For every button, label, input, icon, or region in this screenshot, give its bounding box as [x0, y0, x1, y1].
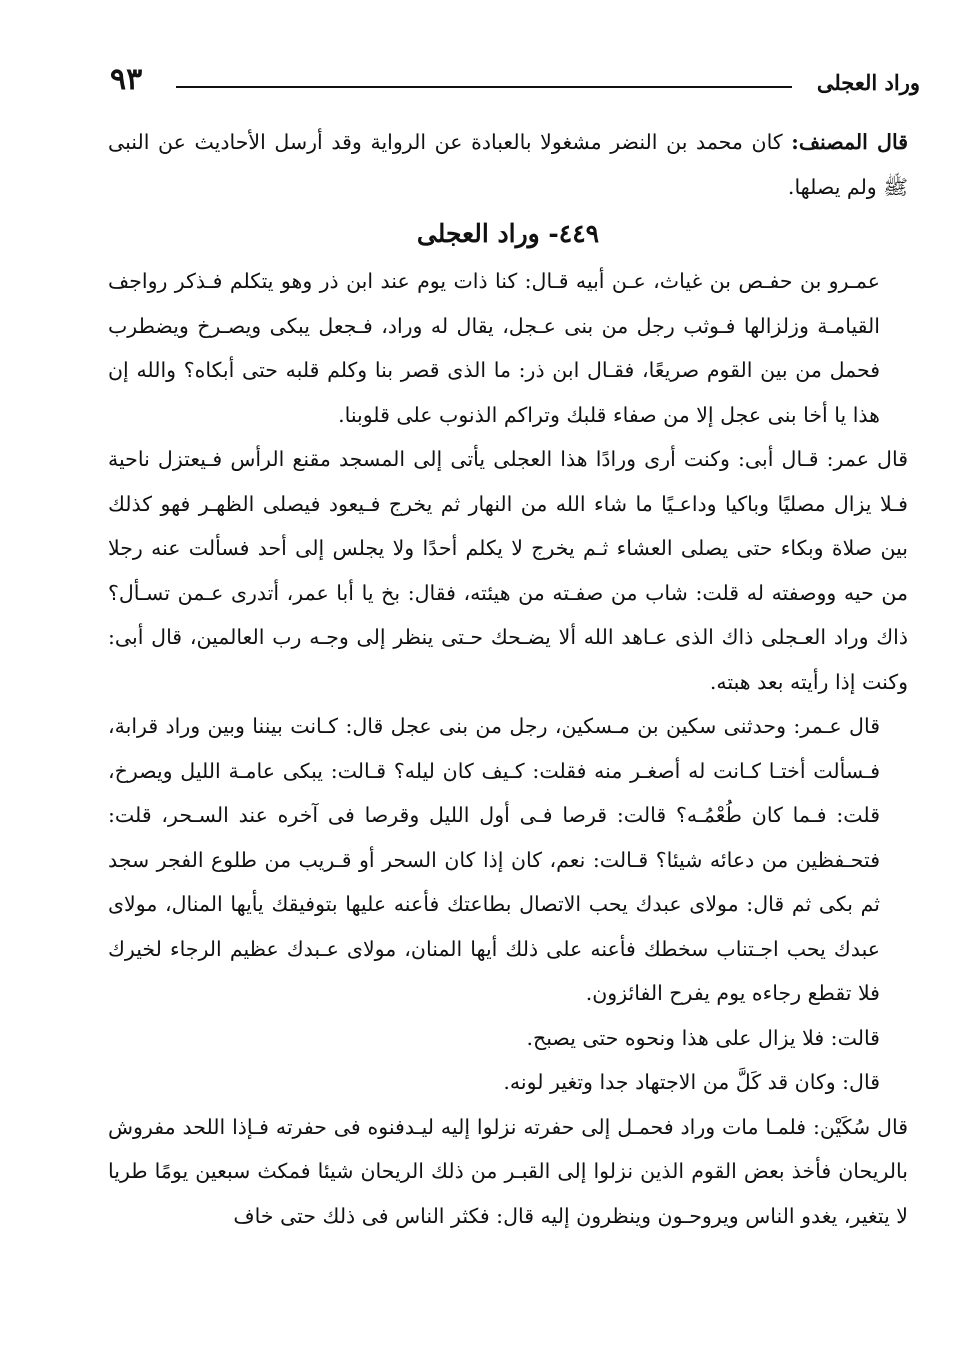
intro-text: كان محمد بن النضر مشغولا بالعبادة عن الرواية وقد أرسل الأحاديث عن النبى ﷺ ولم يصلها. — [108, 130, 908, 199]
paragraph-2: قال عمر: قـال أبى: وكنت أرى ورادًا هذا العجلى يأتى إلى المسجد مقنع الرأس فـيعتزل ناحية فـلا يزال مصليًا وباكيا وداعـيًا ما شاء الله من النهار ثم يخرج فـيعود فيصلى الظهـر فهو كذلك بين صلاة وبكاء حتى يصلى العشاء ثـم يخرج لا يكلم أحدًا ولا يجلس إلى أحد فسألت عنه رجلا من حيه ووصفته له قلت: شاب من صفـته من هيئته، فقال: بخ يا أبا عمر، أتدرى عـمن تسـأل؟ ذاك وراد العـجلى ذاك الذى عـاهد الله ألا يضـحك حـتى ينظر إلى وجـه رب العالمين، قال أبى: وكنت إذا رأيته بعد هبته. — [108, 447, 908, 694]
paragraph-5: قال: وكان قد كَلَّ من الاجتهاد جدا وتغير لونه. — [503, 1070, 880, 1094]
intro-lead: قال المصنف: — [791, 130, 908, 154]
header-rule — [176, 86, 792, 88]
paragraph-1: عمـرو بن حفـص بن غياث، عـن أبيه قـال: كنا ذات يوم عند ابن ذر وهو يتكلم فـذكر رواجف القيامـة وزلزالها فـوثب رجل من بنى عـجل، يقال له وراد، فـجعل يبكى ويصـرخ ويضطرب فحمل من بين القوم صريعًا، فقـال ابن ذر: ما الذى قصر بنا وكلم قلبه حتى أبكاه؟ والله إن هذا يا أخا بنى عجل إلا من صفاء قلبك وتراكم الذنوب على قلوبنا. — [108, 269, 880, 427]
paragraph-6: قال سُكَيْن: فلمـا مات وراد فحمـل إلى حفرته نزلوا إليه ليـدفنوه فى حفرته فـإذا اللحد مفروش بالريحان فأخذ بعض القوم الذين نزلوا إلى القبـر من ذلك الريحان شيئا فمكث سبعين يومًا طريا لا يتغير، يغدو الناس ويروحـون وينظرون إليه قال: فكثر الناس فى ذلك حتى خاف — [108, 1114, 908, 1228]
page-header — [100, 62, 920, 106]
section-title: ٤٤٩- وراد العجلى — [416, 219, 600, 248]
running-title: وراد العجلى — [816, 70, 920, 95]
paragraph-3: قال عـمر: وحدثنى سكين بن مـسكين، رجل من بنى عجل قال: كـانت بيننا وبين وراد قرابة، فـسألت أختـا كـانت له أصغـر منه فقلت: كـيف كان ليله؟ قـالت: يبكى عامـة الليل ويصرخ، قلت: فـما كان طُعْمُـه؟ قالت: قرصا فـى أول الليل وقرصا فى آخره عند السـحر، قلت: فتحـفظين من دعائه شيئا؟ قـالت: نعم، كان إذا كان السحر أو قـريب من طلوع الفجر سجد ثم بكى ثم قال: مولاى عبدك يحب الاتصال بطاعتك فأعنه عليها بتوفيقك يأيها المنال، مولاى عبدك يحب اجـتناب سخطك فأعنه على ذلك أيها المنان، مولاى عـبدك عظيم الرجاء لخيرك فلا تقطع رجاءه يوم يفرح الفائزون. — [108, 714, 880, 1005]
paragraph-4: قالت: فلا يزال على هذا ونحوه حتى يصبح. — [526, 1025, 880, 1050]
intro-paragraph — [108, 120, 908, 209]
page-number: ٩٣ — [110, 62, 143, 97]
body-text — [108, 120, 908, 1238]
